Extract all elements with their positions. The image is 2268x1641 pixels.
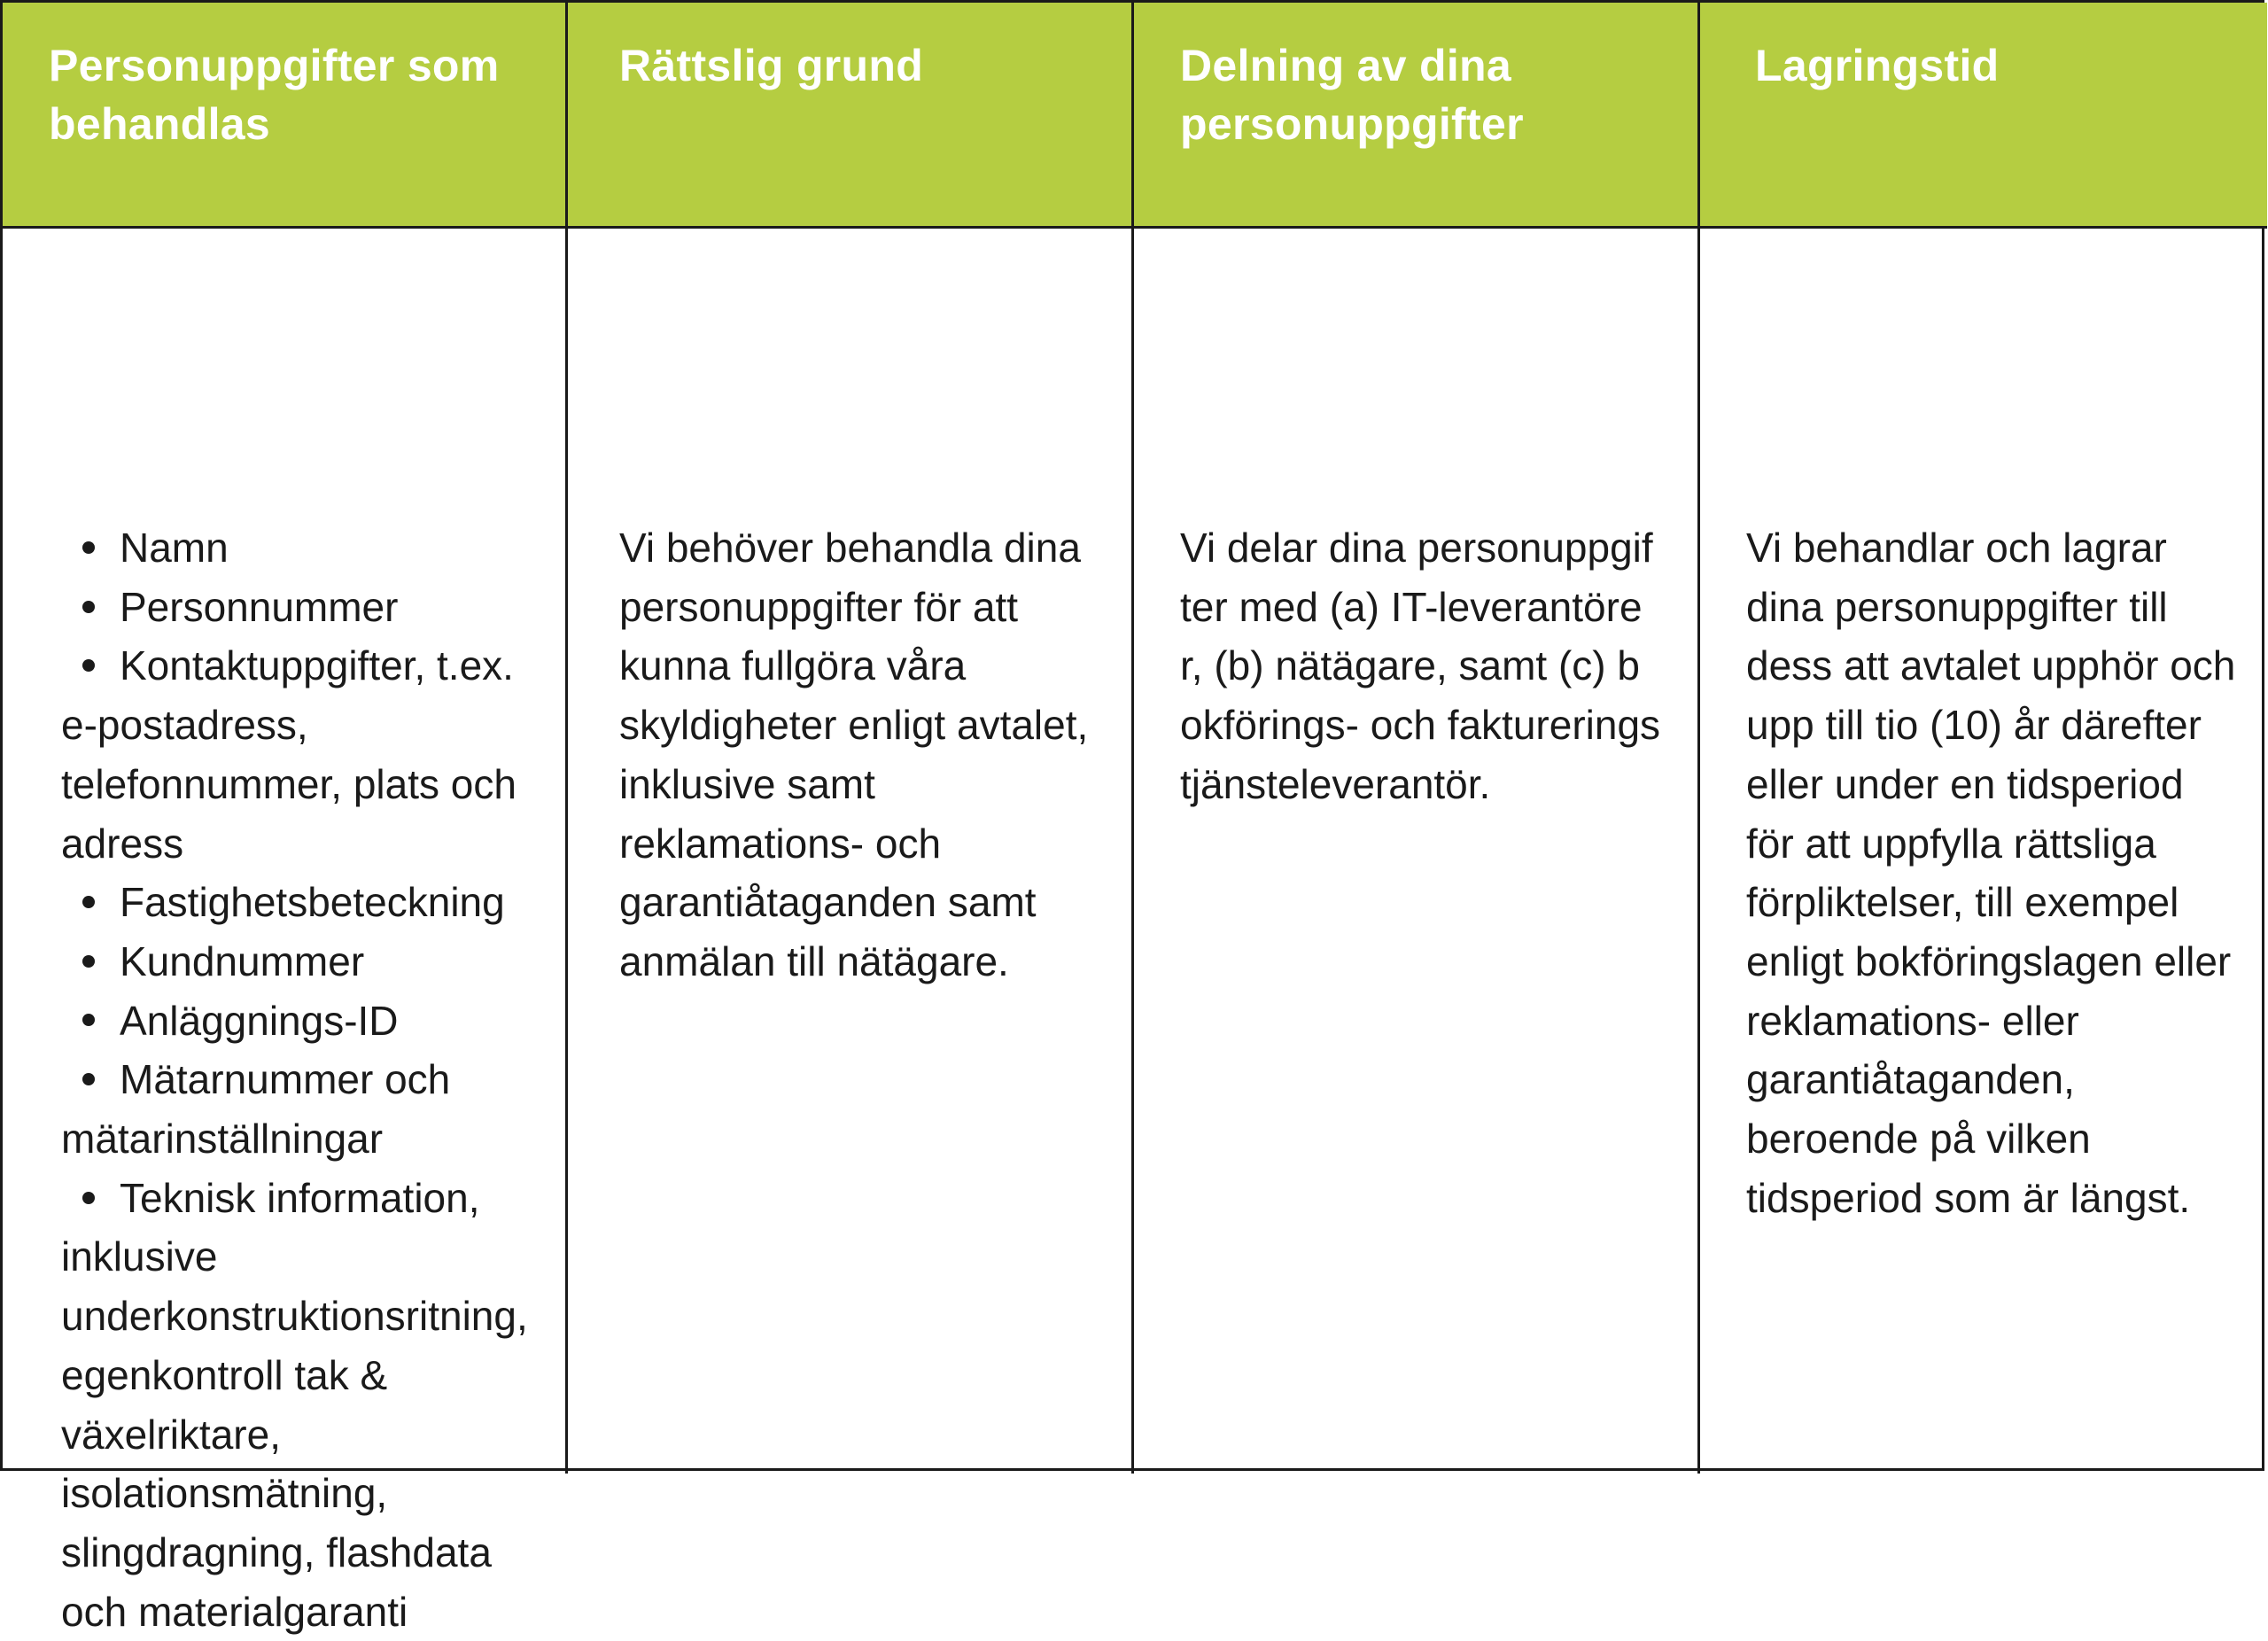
personal-data-list-wrapper — [61, 518, 548, 1641]
list-item — [61, 873, 548, 932]
header-data-sharing-label: Delning av dina personuppgifter — [1180, 41, 1524, 149]
cell-retention-period — [1700, 229, 2267, 1474]
header-retention-period — [1700, 3, 2267, 229]
header-personal-data-label: Personuppgifter som behandlas — [49, 41, 500, 149]
list-item-label: Personnummer — [120, 583, 399, 630]
bullet-icon — [82, 955, 95, 968]
list-item — [61, 992, 548, 1051]
list-item-label: Kontaktuppgifter, t.ex. e-postadress, telefonnummer, plats och adress — [61, 642, 517, 867]
bullet-icon — [82, 1014, 95, 1026]
cell-legal-basis — [568, 229, 1134, 1474]
list-item-label: Mätarnummer och mätarinställningar — [61, 1056, 451, 1163]
list-item — [61, 1169, 548, 1641]
header-legal-basis — [568, 3, 1134, 229]
bullet-icon — [82, 601, 95, 613]
list-item — [61, 636, 548, 873]
list-item-label: Anläggnings-ID — [120, 997, 399, 1044]
cell-personal-data — [3, 229, 568, 1635]
header-personal-data — [3, 3, 568, 229]
bullet-icon — [82, 541, 95, 554]
list-item — [61, 1050, 548, 1168]
bullet-icon — [82, 1192, 95, 1204]
bullet-icon — [82, 659, 95, 672]
header-retention-period-label: Lagringstid — [1755, 41, 2000, 90]
header-data-sharing — [1134, 3, 1700, 229]
data-sharing-text: Vi delar dina personuppgifter med (a) IT-leverantörer, (b) nätägare, samt (c) bokförings- och faktureringstjänsteleverantör. — [1180, 525, 1661, 807]
cell-data-sharing — [1134, 229, 1700, 1474]
list-item-label: Fastighetsbeteckning — [120, 879, 505, 926]
list-item — [61, 518, 548, 578]
header-legal-basis-label: Rättslig grund — [619, 41, 924, 90]
list-item — [61, 932, 548, 992]
list-item-label: Namn — [120, 525, 229, 571]
list-item — [61, 578, 548, 637]
bullet-icon — [82, 1073, 95, 1085]
legal-basis-text: Vi behöver behandla dina personuppgifter för att kunna fullgöra våra skyldigheter enligt avtalet, inklusive samt reklamations- och garantiåtaganden samt anmälan till nätägare. — [619, 525, 1089, 984]
bullet-icon — [82, 896, 95, 908]
retention-period-text: Vi behandlar och lagrar dina personuppgifter till dess att avtalet upphör och upp till tio (10) år därefter eller under en tidsperiod för att uppfylla rättsliga förpliktelser, till exempel enligt bokföringslagen eller reklamations- eller garantiåtaganden, beroende på vilken tidsperiod som är längst. — [1746, 525, 2236, 1221]
list-item-label: Kundnummer — [120, 937, 365, 984]
list-item-label: Teknisk information, inklusive underkonstruktionsritning, egenkontroll tak & växelriktare, isolationsmätning, slingdragning, flashdata och materialgaranti — [61, 1174, 528, 1635]
